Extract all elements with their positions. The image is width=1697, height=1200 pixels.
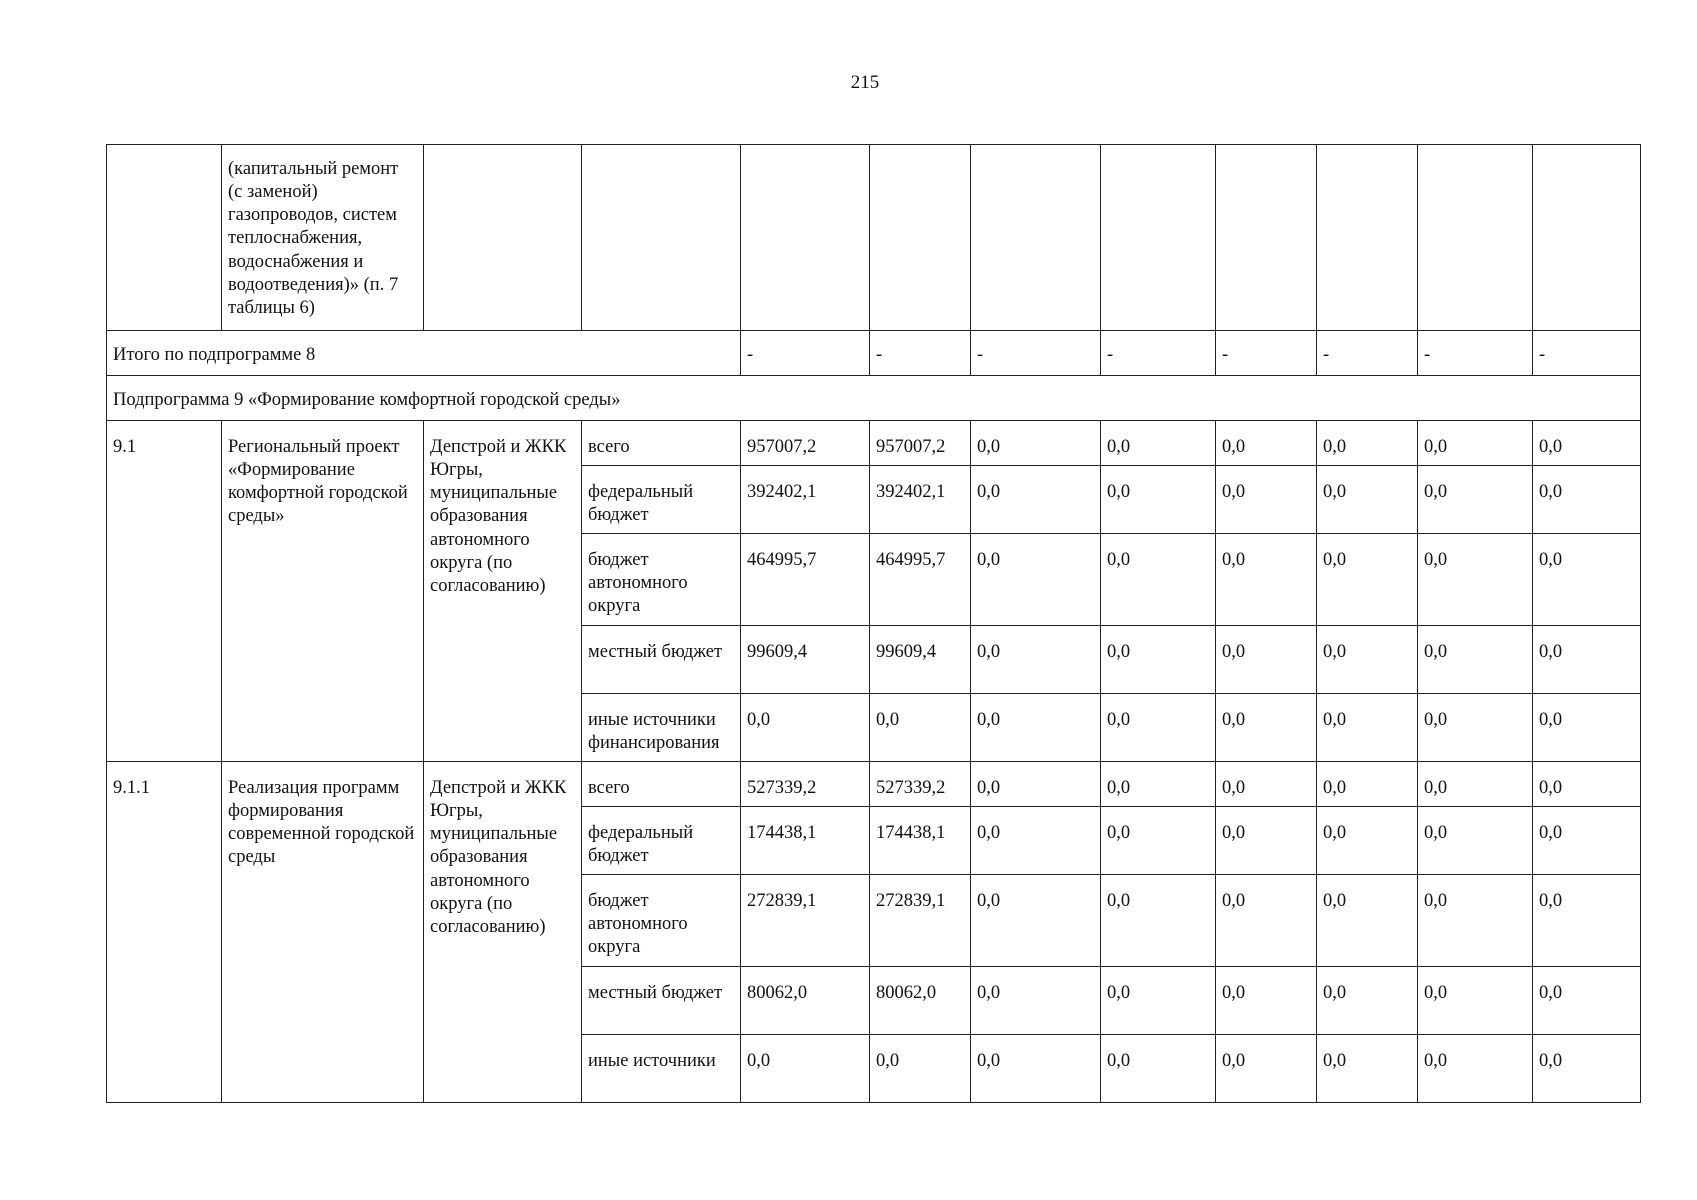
cell-value: 0,0	[1418, 626, 1533, 694]
cell-value: 0,0	[1216, 694, 1317, 762]
cell-value: 0,0	[1533, 762, 1641, 807]
cell-value: 0,0	[971, 807, 1101, 875]
cell-source: федеральный бюджет	[582, 466, 741, 534]
cell-value: 0,0	[1317, 875, 1418, 967]
cell-value: 80062,0	[870, 967, 971, 1035]
summary-value: -	[1216, 331, 1317, 376]
cell-value	[1101, 145, 1216, 331]
cell-value: 0,0	[1533, 967, 1641, 1035]
table-row	[107, 762, 1641, 807]
cell-value: 0,0	[1533, 807, 1641, 875]
continuation-row	[107, 145, 1641, 331]
cell-value: 0,0	[971, 534, 1101, 626]
cell-value: 957007,2	[741, 421, 870, 466]
cell-value: 0,0	[1317, 694, 1418, 762]
summary-value: -	[741, 331, 870, 376]
cell-value: 0,0	[1533, 421, 1641, 466]
section-title: Подпрограмма 9 «Формирование комфортной городской среды»	[107, 376, 1641, 421]
cell-value: 0,0	[1317, 967, 1418, 1035]
cell-value: 392402,1	[870, 466, 971, 534]
summary-value: -	[870, 331, 971, 376]
cell-value	[870, 145, 971, 331]
cell-source: федеральный бюджет	[582, 807, 741, 875]
cell-value: 0,0	[870, 1035, 971, 1103]
cell-source: иные источники финансирования	[582, 694, 741, 762]
cell-value	[1533, 145, 1641, 331]
cell-value: 0,0	[1216, 626, 1317, 694]
cell-value: 0,0	[1216, 807, 1317, 875]
cell-number: 9.1.1	[107, 762, 222, 1103]
table-body	[107, 145, 1641, 1103]
cell-value: 0,0	[1216, 421, 1317, 466]
cell-value: 0,0	[1101, 875, 1216, 967]
cell-value: 0,0	[1418, 466, 1533, 534]
cell-source	[582, 145, 741, 331]
cell-value: 0,0	[1101, 762, 1216, 807]
cell-value: 0,0	[741, 1035, 870, 1103]
cell-value: 0,0	[1533, 694, 1641, 762]
cell-value: 0,0	[1216, 466, 1317, 534]
cell-number	[107, 145, 222, 331]
cell-value: 174438,1	[870, 807, 971, 875]
cell-source: бюджет автономного округа	[582, 875, 741, 967]
cell-value: 464995,7	[741, 534, 870, 626]
cell-value: 0,0	[971, 1035, 1101, 1103]
cell-value: 0,0	[1533, 466, 1641, 534]
cell-event-name: Реализация программ формирования современной городской среды	[222, 762, 424, 1103]
cell-value: 0,0	[1317, 762, 1418, 807]
cell-value: 0,0	[1101, 626, 1216, 694]
cell-event-name: (капитальный ремонт (с заменой) газопроводов, систем теплоснабжения, водоснабжения и водоотведения)» (п. 7 таблицы 6)	[222, 145, 424, 331]
cell-value: 99609,4	[870, 626, 971, 694]
cell-value: 0,0	[1418, 1035, 1533, 1103]
cell-value: 0,0	[1101, 807, 1216, 875]
cell-source: всего	[582, 762, 741, 807]
cell-value: 0,0	[1317, 1035, 1418, 1103]
summary-value: -	[971, 331, 1101, 376]
summary-value: -	[1533, 331, 1641, 376]
cell-responsible: Депстрой и ЖКК Югры, муниципальные образования автономного округа (по согласованию)	[424, 762, 582, 1103]
cell-value: 0,0	[1317, 626, 1418, 694]
cell-value: 0,0	[1317, 466, 1418, 534]
summary-row	[107, 331, 1641, 376]
cell-value: 0,0	[1317, 807, 1418, 875]
budget-table	[106, 144, 1641, 1103]
cell-responsible	[424, 145, 582, 331]
cell-value: 0,0	[1533, 626, 1641, 694]
cell-value: 392402,1	[741, 466, 870, 534]
cell-event-name: Региональный проект «Формирование комфортной городской среды»	[222, 421, 424, 762]
cell-value	[1216, 145, 1317, 331]
cell-value: 99609,4	[741, 626, 870, 694]
cell-value: 957007,2	[870, 421, 971, 466]
cell-responsible: Депстрой и ЖКК Югры, муниципальные образования автономного округа (по согласованию)	[424, 421, 582, 762]
cell-value: 0,0	[1418, 534, 1533, 626]
cell-value: 0,0	[1533, 875, 1641, 967]
cell-value: 0,0	[1101, 534, 1216, 626]
cell-value: 272839,1	[741, 875, 870, 967]
cell-value: 0,0	[1418, 875, 1533, 967]
cell-value: 0,0	[1101, 967, 1216, 1035]
cell-source: иные источники	[582, 1035, 741, 1103]
summary-value: -	[1317, 331, 1418, 376]
cell-value: 0,0	[1216, 534, 1317, 626]
section-row	[107, 376, 1641, 421]
cell-value: 0,0	[1418, 967, 1533, 1035]
summary-value: -	[1101, 331, 1216, 376]
cell-value: 272839,1	[870, 875, 971, 967]
cell-source: местный бюджет	[582, 967, 741, 1035]
cell-value: 527339,2	[870, 762, 971, 807]
cell-value	[1418, 145, 1533, 331]
cell-value: 0,0	[1418, 762, 1533, 807]
cell-value: 0,0	[971, 694, 1101, 762]
cell-value	[1317, 145, 1418, 331]
cell-value: 0,0	[1418, 421, 1533, 466]
cell-value: 464995,7	[870, 534, 971, 626]
cell-value: 0,0	[1101, 466, 1216, 534]
cell-value: 0,0	[1101, 1035, 1216, 1103]
cell-value: 0,0	[1317, 534, 1418, 626]
cell-value: 0,0	[1216, 762, 1317, 807]
cell-value: 0,0	[971, 875, 1101, 967]
cell-number: 9.1	[107, 421, 222, 762]
cell-value: 0,0	[1533, 1035, 1641, 1103]
cell-value: 0,0	[870, 694, 971, 762]
cell-source: местный бюджет	[582, 626, 741, 694]
cell-value: 0,0	[1216, 1035, 1317, 1103]
cell-value: 0,0	[741, 694, 870, 762]
cell-value: 0,0	[1216, 967, 1317, 1035]
summary-value: -	[1418, 331, 1533, 376]
cell-value: 0,0	[1533, 534, 1641, 626]
cell-value: 0,0	[971, 762, 1101, 807]
cell-value: 0,0	[1418, 807, 1533, 875]
cell-value	[741, 145, 870, 331]
page-number: 215	[850, 72, 880, 93]
cell-value	[971, 145, 1101, 331]
cell-value: 0,0	[1101, 694, 1216, 762]
cell-value: 80062,0	[741, 967, 870, 1035]
cell-value: 0,0	[1418, 694, 1533, 762]
cell-value: 0,0	[971, 466, 1101, 534]
cell-value: 0,0	[1101, 421, 1216, 466]
summary-label: Итого по подпрограмме 8	[107, 331, 741, 376]
cell-source: всего	[582, 421, 741, 466]
table-row	[107, 421, 1641, 466]
cell-value: 0,0	[971, 421, 1101, 466]
cell-value: 527339,2	[741, 762, 870, 807]
cell-value: 0,0	[1216, 875, 1317, 967]
cell-value: 0,0	[971, 967, 1101, 1035]
cell-value: 174438,1	[741, 807, 870, 875]
cell-value: 0,0	[971, 626, 1101, 694]
cell-value: 0,0	[1317, 421, 1418, 466]
cell-source: бюджет автономного округа	[582, 534, 741, 626]
